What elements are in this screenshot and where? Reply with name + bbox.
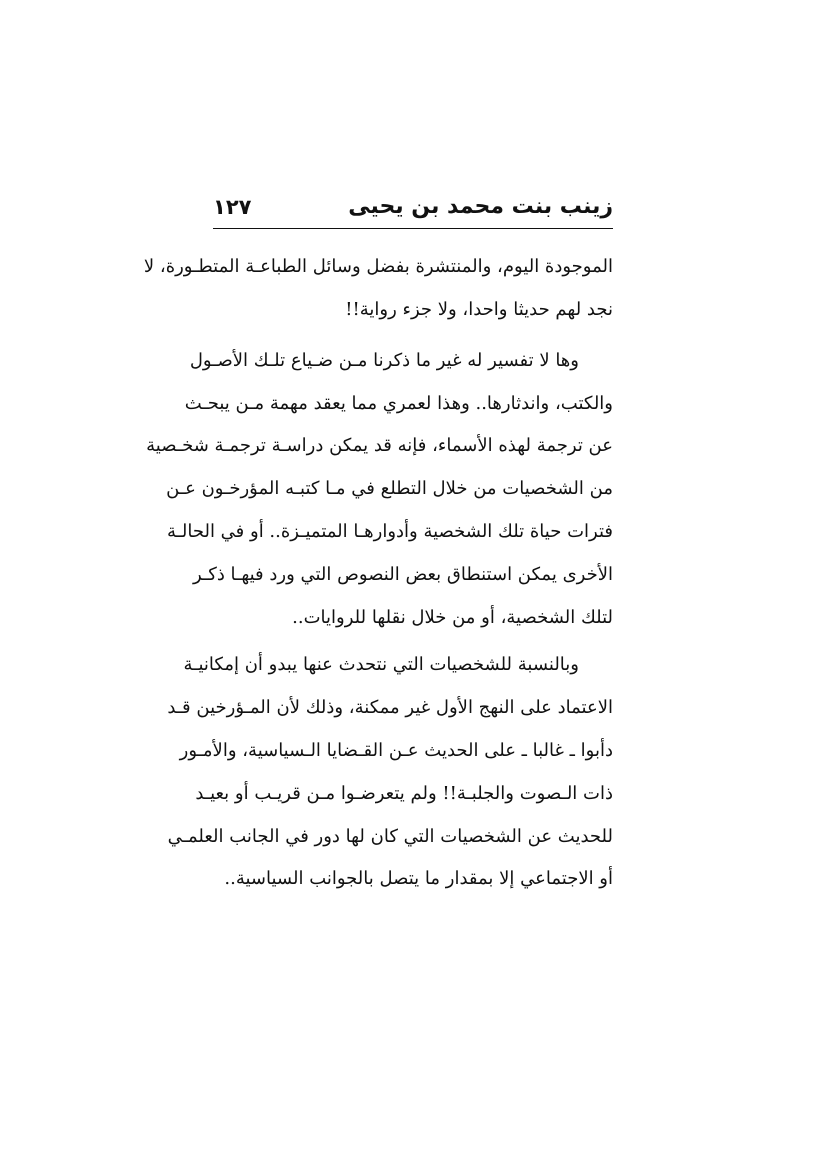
- text-line: دأبوا ـ غالبا ـ على الحديث عـن القـضايا الـسياسية، والأمـور: [179, 740, 613, 761]
- running-header-title: زينب بنت محمد بن يحيى: [348, 194, 613, 219]
- text-line: للحديث عن الشخصيات التي كان لها دور في الجانب العلمـي: [167, 826, 613, 847]
- text-line: وبالنسبة للشخصيات التي نتحدث عنها يبدو أن إمكانيـة: [183, 654, 579, 675]
- text-line: الاعتماد على النهج الأول غير ممكنة، وذلك لأن المـؤرخين قـد: [167, 697, 613, 718]
- text-line: نجد لهم حديثا واحدا، ولا جزء رواية!!: [345, 299, 613, 320]
- text-line: وها لا تفسير له غير ما ذكرنا مـن ضـياع تلـك الأصـول: [189, 350, 579, 371]
- running-header: [213, 192, 613, 226]
- text-line: من الشخصيات من خلال التطلع في مـا كتبـه المؤرخـون عـن: [166, 478, 613, 499]
- text-line: ذات الـصوت والجلبـة!! ولم يتعرضـوا مـن قريـب أو بعيـد: [195, 783, 613, 804]
- text-line: فترات حياة تلك الشخصية وأدوارهـا المتميـزة.. أو في الحالـة: [166, 521, 613, 542]
- text-line: لتلك الشخصية، أو من خلال نقلها للروايات..: [292, 607, 613, 628]
- header-divider: [213, 228, 613, 229]
- text-line: عن ترجمة لهذه الأسماء، فإنه قد يمكن دراسـة ترجمـة شخـصية: [146, 435, 613, 456]
- text-line: والكتب، واندثارها.. وهذا لعمري مما يعقد مهمة مـن يبحـث: [184, 393, 613, 414]
- text-line: الأخرى يمكن استنطاق بعض النصوص التي ورد فيهـا ذكـر: [193, 564, 613, 585]
- page-number: ١٢٧: [213, 195, 252, 219]
- text-line: الموجودة اليوم، والمنتشرة بفضل وسائل الطباعـة المتطـورة، لا: [143, 256, 613, 277]
- text-line: أو الاجتماعي إلا بمقدار ما يتصل بالجوانب السياسية..: [224, 868, 613, 889]
